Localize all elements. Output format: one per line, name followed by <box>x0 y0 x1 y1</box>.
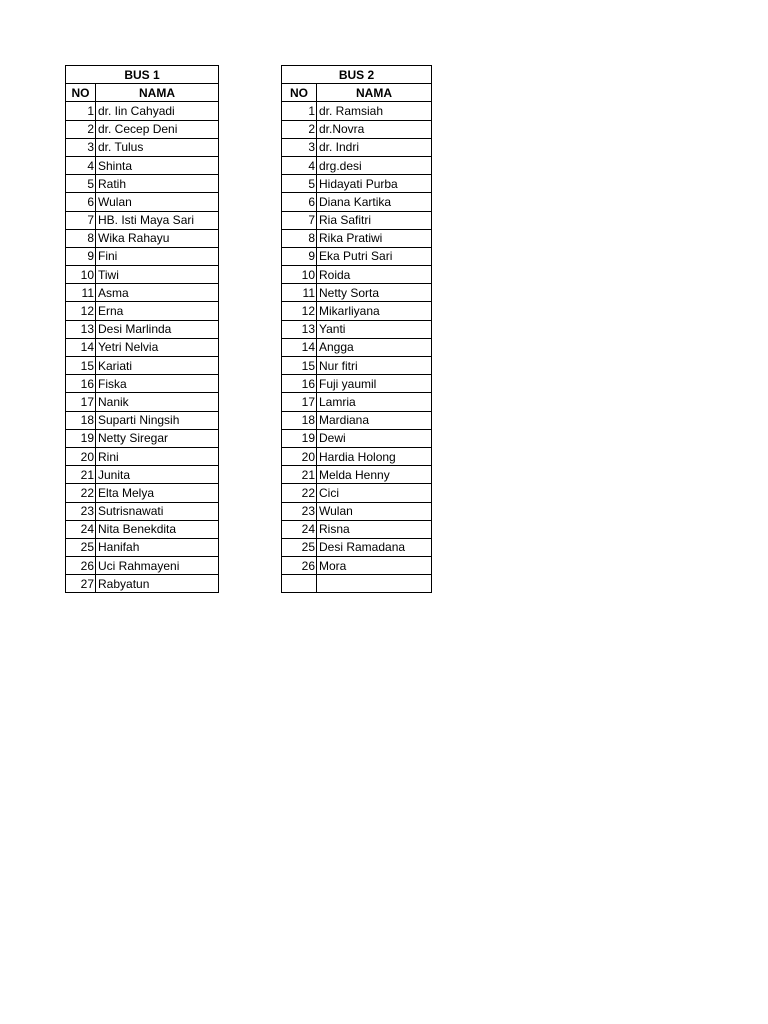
table-row <box>282 175 432 193</box>
table-row <box>66 120 219 138</box>
row-name: Wika Rahayu <box>96 229 219 247</box>
row-number: 8 <box>282 229 317 247</box>
table-row <box>282 575 432 593</box>
row-name: Angga <box>317 338 432 356</box>
row-name: drg.desi <box>317 156 432 174</box>
row-number: 2 <box>282 120 317 138</box>
row-name: Fini <box>96 247 219 265</box>
column-header-nama: NAMA <box>317 84 432 102</box>
row-name: Shinta <box>96 156 219 174</box>
table-row <box>282 520 432 538</box>
table-row <box>66 429 219 447</box>
row-number <box>282 575 317 593</box>
row-number: 22 <box>282 484 317 502</box>
table-row <box>282 120 432 138</box>
table-title-row <box>282 66 432 84</box>
table-row <box>66 575 219 593</box>
table-row <box>66 247 219 265</box>
row-name: Cici <box>317 484 432 502</box>
table-row <box>282 211 432 229</box>
row-name: Suparti Ningsih <box>96 411 219 429</box>
row-number: 19 <box>66 429 96 447</box>
row-name: Risna <box>317 520 432 538</box>
row-number: 20 <box>66 447 96 465</box>
row-name: Elta Melya <box>96 484 219 502</box>
row-number: 11 <box>282 284 317 302</box>
table-row <box>66 175 219 193</box>
row-number: 11 <box>66 284 96 302</box>
row-number: 22 <box>66 484 96 502</box>
row-name: Nur fitri <box>317 357 432 375</box>
table-row <box>282 447 432 465</box>
row-number: 14 <box>282 338 317 356</box>
row-number: 9 <box>282 247 317 265</box>
row-name: Nanik <box>96 393 219 411</box>
table-row <box>66 466 219 484</box>
row-number: 24 <box>282 520 317 538</box>
table-row <box>282 484 432 502</box>
table-row <box>66 538 219 556</box>
row-number: 17 <box>66 393 96 411</box>
row-number: 16 <box>282 375 317 393</box>
table-row <box>66 557 219 575</box>
bus-1-table <box>65 65 219 593</box>
table-row <box>282 320 432 338</box>
column-header-nama: NAMA <box>96 84 219 102</box>
table-row <box>282 538 432 556</box>
table-row <box>66 447 219 465</box>
table-row <box>282 247 432 265</box>
row-number: 3 <box>282 138 317 156</box>
row-name: Eka Putri Sari <box>317 247 432 265</box>
row-number: 13 <box>282 320 317 338</box>
table-row <box>282 429 432 447</box>
row-name: Hidayati Purba <box>317 175 432 193</box>
row-number: 15 <box>282 357 317 375</box>
row-number: 23 <box>282 502 317 520</box>
table-row <box>282 102 432 120</box>
row-name: Diana Kartika <box>317 193 432 211</box>
row-name: dr. Ramsiah <box>317 102 432 120</box>
row-number: 4 <box>282 156 317 174</box>
row-name: Roida <box>317 266 432 284</box>
row-name: Yanti <box>317 320 432 338</box>
row-number: 6 <box>66 193 96 211</box>
row-number: 1 <box>66 102 96 120</box>
row-name: Mikarliyana <box>317 302 432 320</box>
table-title: BUS 1 <box>66 66 219 84</box>
row-name: Ratih <box>96 175 219 193</box>
table-header-row <box>66 84 219 102</box>
row-name: dr.Novra <box>317 120 432 138</box>
table-row <box>66 520 219 538</box>
row-name: Mardiana <box>317 411 432 429</box>
row-number: 13 <box>66 320 96 338</box>
row-name: dr. Iin Cahyadi <box>96 102 219 120</box>
row-number: 4 <box>66 156 96 174</box>
bus-2-table <box>281 65 432 593</box>
table-row <box>282 156 432 174</box>
row-name: Lamria <box>317 393 432 411</box>
row-number: 26 <box>282 557 317 575</box>
table-row <box>66 284 219 302</box>
row-number: 10 <box>66 266 96 284</box>
table-row <box>66 229 219 247</box>
table-row <box>282 302 432 320</box>
row-number: 18 <box>282 411 317 429</box>
row-name: Rika Pratiwi <box>317 229 432 247</box>
row-name: Erna <box>96 302 219 320</box>
row-name: Rini <box>96 447 219 465</box>
row-number: 1 <box>282 102 317 120</box>
row-number: 12 <box>282 302 317 320</box>
row-number: 16 <box>66 375 96 393</box>
row-number: 6 <box>282 193 317 211</box>
table-title-row <box>66 66 219 84</box>
row-name: Uci Rahmayeni <box>96 557 219 575</box>
table-row <box>282 466 432 484</box>
table-row <box>282 502 432 520</box>
table-row <box>66 102 219 120</box>
row-number: 15 <box>66 357 96 375</box>
table-row <box>282 557 432 575</box>
row-name: HB. Isti Maya Sari <box>96 211 219 229</box>
table-title: BUS 2 <box>282 66 432 84</box>
row-number: 20 <box>282 447 317 465</box>
table-row <box>66 138 219 156</box>
row-number: 25 <box>66 538 96 556</box>
row-name: Melda Henny <box>317 466 432 484</box>
row-name: dr. Cecep Deni <box>96 120 219 138</box>
table-row <box>66 302 219 320</box>
row-number: 9 <box>66 247 96 265</box>
row-name: Netty Sorta <box>317 284 432 302</box>
table-row <box>66 393 219 411</box>
row-name: Desi Ramadana <box>317 538 432 556</box>
table-row <box>66 411 219 429</box>
row-name: Kariati <box>96 357 219 375</box>
table-row <box>66 266 219 284</box>
table-row <box>282 411 432 429</box>
table-row <box>282 266 432 284</box>
table-row <box>282 284 432 302</box>
table-row <box>66 484 219 502</box>
row-name: Tiwi <box>96 266 219 284</box>
table-row <box>66 156 219 174</box>
table-row <box>66 211 219 229</box>
row-number: 5 <box>282 175 317 193</box>
column-header-no: NO <box>66 84 96 102</box>
table-row <box>282 338 432 356</box>
row-name: Yetri Nelvia <box>96 338 219 356</box>
row-number: 21 <box>66 466 96 484</box>
table-row <box>66 357 219 375</box>
row-number: 10 <box>282 266 317 284</box>
column-header-no: NO <box>282 84 317 102</box>
row-name: Mora <box>317 557 432 575</box>
row-number: 8 <box>66 229 96 247</box>
row-number: 21 <box>282 466 317 484</box>
table-row <box>282 357 432 375</box>
row-name: Dewi <box>317 429 432 447</box>
row-name: Sutrisnawati <box>96 502 219 520</box>
row-name: Nita Benekdita <box>96 520 219 538</box>
row-number: 7 <box>66 211 96 229</box>
table-row <box>282 193 432 211</box>
table-row <box>66 502 219 520</box>
row-number: 14 <box>66 338 96 356</box>
row-number: 17 <box>282 393 317 411</box>
row-number: 24 <box>66 520 96 538</box>
row-number: 19 <box>282 429 317 447</box>
row-name: Junita <box>96 466 219 484</box>
table-row <box>66 320 219 338</box>
row-name: Hanifah <box>96 538 219 556</box>
row-name: Asma <box>96 284 219 302</box>
row-number: 3 <box>66 138 96 156</box>
row-number: 26 <box>66 557 96 575</box>
row-number: 7 <box>282 211 317 229</box>
table-row <box>66 375 219 393</box>
table-row <box>282 393 432 411</box>
row-name: Fiska <box>96 375 219 393</box>
row-name: dr. Tulus <box>96 138 219 156</box>
row-number: 23 <box>66 502 96 520</box>
row-name: Netty Siregar <box>96 429 219 447</box>
table-row <box>66 193 219 211</box>
table-row <box>282 375 432 393</box>
table-header-row <box>282 84 432 102</box>
row-name: Ria Safitri <box>317 211 432 229</box>
row-name: Wulan <box>317 502 432 520</box>
row-name <box>317 575 432 593</box>
row-name: Desi Marlinda <box>96 320 219 338</box>
row-number: 25 <box>282 538 317 556</box>
row-name: dr. Indri <box>317 138 432 156</box>
row-number: 27 <box>66 575 96 593</box>
row-name: Wulan <box>96 193 219 211</box>
table-row <box>282 229 432 247</box>
row-name: Rabyatun <box>96 575 219 593</box>
row-number: 5 <box>66 175 96 193</box>
table-row <box>282 138 432 156</box>
row-number: 12 <box>66 302 96 320</box>
table-row <box>66 338 219 356</box>
row-name: Hardia Holong <box>317 447 432 465</box>
row-name: Fuji yaumil <box>317 375 432 393</box>
row-number: 18 <box>66 411 96 429</box>
row-number: 2 <box>66 120 96 138</box>
